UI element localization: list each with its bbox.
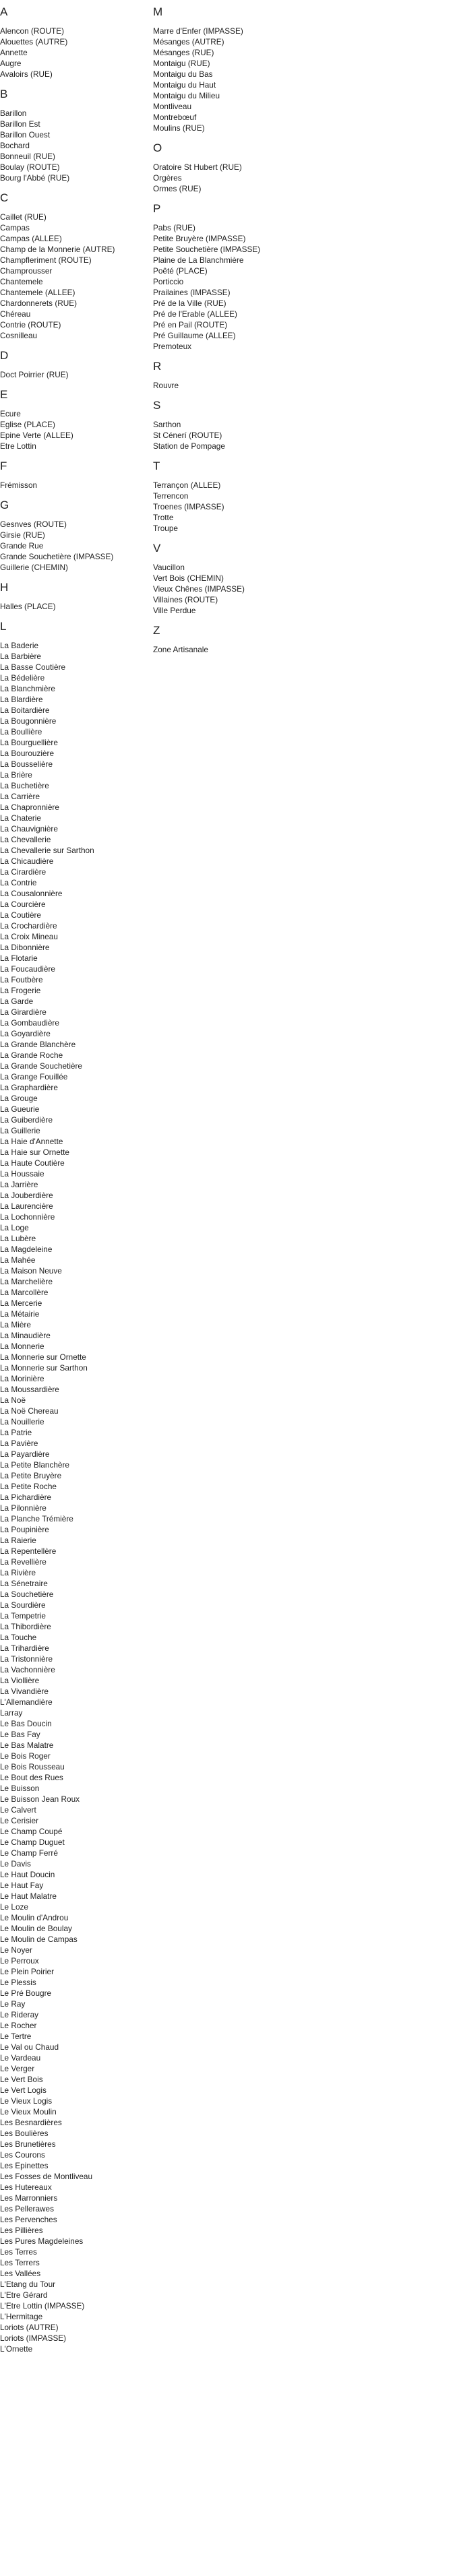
letter-heading: R bbox=[153, 360, 162, 373]
street-link[interactable]: La Jarrière bbox=[0, 1180, 38, 1189]
street-link[interactable]: La Poupinière bbox=[0, 1525, 49, 1534]
street-link[interactable]: Montrebœuf bbox=[153, 113, 197, 122]
letter-section-r bbox=[153, 360, 355, 391]
street-link[interactable]: Le Bas Doucin bbox=[0, 1719, 52, 1728]
street-link[interactable]: La Petite Blanchère bbox=[0, 1460, 69, 1470]
street-link[interactable]: Loriots (AUTRE) bbox=[0, 2323, 59, 2332]
street-link[interactable]: Pabs (RUE) bbox=[153, 223, 195, 232]
street-link[interactable]: La Monnerie sur Ornette bbox=[0, 1352, 86, 1362]
street-link[interactable]: La Haute Coutière bbox=[0, 1158, 65, 1168]
street-link[interactable]: Alouettes (AUTRE) bbox=[0, 37, 68, 46]
street-link[interactable]: Ville Perdue bbox=[153, 606, 196, 615]
letter-heading: S bbox=[153, 399, 161, 412]
street-link[interactable]: Pré en Pail (ROUTE) bbox=[153, 320, 228, 329]
street-link[interactable]: La Girardière bbox=[0, 1007, 47, 1017]
street-link[interactable]: La Flotarie bbox=[0, 953, 38, 963]
letter-heading: B bbox=[0, 88, 8, 100]
street-link[interactable]: La Touche bbox=[0, 1633, 37, 1642]
street-link[interactable]: Vaucillon bbox=[153, 563, 185, 572]
letter-heading: Z bbox=[153, 624, 160, 637]
street-link[interactable]: Le Tertre bbox=[0, 2032, 32, 2041]
street-link[interactable]: Le Buisson bbox=[0, 1784, 40, 1793]
street-link[interactable]: Le Vert Bois bbox=[0, 2075, 43, 2084]
street-link[interactable]: La Carrière bbox=[0, 792, 40, 801]
street-link[interactable]: La Haie d'Annette bbox=[0, 1137, 63, 1146]
street-link[interactable]: Chantemele bbox=[0, 277, 43, 286]
street-link[interactable]: Le Bout des Rues bbox=[0, 1773, 63, 1782]
street-link[interactable]: Le Verger bbox=[0, 2064, 35, 2073]
street-link[interactable]: La Gombaudière bbox=[0, 1018, 59, 1028]
street-link[interactable]: La Trihardière bbox=[0, 1643, 49, 1653]
street-link[interactable]: Cosnilleau bbox=[0, 331, 38, 340]
street-link[interactable]: La Payardière bbox=[0, 1449, 50, 1459]
street-link[interactable]: Les Pervenches bbox=[0, 2215, 57, 2224]
street-link[interactable]: La Monnerie bbox=[0, 1342, 44, 1351]
letter-heading: L bbox=[0, 620, 7, 633]
street-link[interactable]: Chantemele (ALLEE) bbox=[0, 288, 75, 297]
street-link[interactable]: La Marchelière bbox=[0, 1277, 53, 1286]
street-link[interactable]: Le Buisson Jean Roux bbox=[0, 1794, 80, 1804]
street-link[interactable]: Pré de la Ville (RUE) bbox=[153, 299, 226, 308]
street-link[interactable]: Grande Souchetière (IMPASSE) bbox=[0, 552, 114, 561]
street-link[interactable]: Troenes (IMPASSE) bbox=[153, 502, 224, 511]
street-link[interactable]: La Bédelière bbox=[0, 673, 45, 683]
letter-section-t bbox=[153, 460, 355, 534]
street-link[interactable]: Loriots (IMPASSE) bbox=[0, 2333, 67, 2343]
street-link[interactable]: L'Etre Lottin (IMPASSE) bbox=[0, 2301, 85, 2311]
street-link[interactable]: La Loge bbox=[0, 1223, 29, 1232]
street-link[interactable]: Les Terrers bbox=[0, 2258, 40, 2267]
street-link[interactable]: La Maison Neuve bbox=[0, 1266, 62, 1276]
street-link[interactable]: Gesnves (ROUTE) bbox=[0, 520, 67, 529]
street-link[interactable]: La Thibordière bbox=[0, 1622, 51, 1631]
letter-section-m bbox=[153, 5, 355, 133]
street-link[interactable]: La Petite Roche bbox=[0, 1482, 57, 1491]
street-link[interactable]: Porticcio bbox=[153, 277, 184, 286]
street-link[interactable]: La Bougonnière bbox=[0, 716, 57, 726]
street-link[interactable]: Le Vieux Moulin bbox=[0, 2107, 57, 2116]
street-link[interactable]: Le Cerisier bbox=[0, 1816, 39, 1825]
street-link[interactable]: La Patrie bbox=[0, 1428, 32, 1437]
street-link[interactable]: Bochard bbox=[0, 141, 30, 150]
street-link[interactable]: Campas (ALLEE) bbox=[0, 234, 62, 243]
letter-heading: C bbox=[0, 191, 9, 204]
street-link[interactable]: Montliveau bbox=[153, 102, 192, 111]
street-link[interactable]: La Vachonnière bbox=[0, 1665, 55, 1674]
street-link[interactable]: La Bourguellière bbox=[0, 738, 58, 747]
street-link[interactable]: Alencon (ROUTE) bbox=[0, 26, 65, 36]
street-link[interactable]: Frémisson bbox=[0, 480, 38, 490]
street-link[interactable]: Montaigu du Milieu bbox=[153, 91, 220, 100]
street-link[interactable]: La Pilonnière bbox=[0, 1503, 47, 1513]
street-link[interactable]: Champ de la Monnerie (AUTRE) bbox=[0, 245, 115, 254]
street-link[interactable]: La Croix Mineau bbox=[0, 932, 58, 941]
street-link[interactable]: Pré Guillaume (ALLEE) bbox=[153, 331, 236, 340]
street-link[interactable]: Doct Poirrier (RUE) bbox=[0, 370, 69, 379]
street-link[interactable]: Trotte bbox=[153, 513, 174, 522]
street-link[interactable]: Orgères bbox=[153, 173, 182, 183]
street-link[interactable]: La Raierie bbox=[0, 1536, 36, 1545]
street-link[interactable]: Le Champ Coupé bbox=[0, 1827, 63, 1836]
street-link[interactable]: La Guiberdière bbox=[0, 1115, 53, 1125]
street-link[interactable]: La Dibonnière bbox=[0, 943, 50, 952]
street-link[interactable]: Les Pures Magdeleines bbox=[0, 2236, 84, 2246]
street-link[interactable]: Barillon bbox=[0, 108, 27, 118]
street-link[interactable]: La Foutbère bbox=[0, 975, 43, 984]
street-list bbox=[153, 480, 355, 534]
street-link[interactable]: L'Ornette bbox=[0, 2344, 33, 2354]
street-link[interactable]: Epine Verte (ALLEE) bbox=[0, 431, 73, 440]
street-link[interactable]: Premoteux bbox=[153, 342, 192, 351]
street-link[interactable]: Mésanges (AUTRE) bbox=[153, 37, 224, 46]
street-link[interactable]: Oratoire St Hubert (RUE) bbox=[153, 162, 242, 172]
street-link[interactable]: La Boitardière bbox=[0, 705, 50, 715]
street-link[interactable]: Bonneuil (RUE) bbox=[0, 152, 55, 161]
street-link[interactable]: Vert Bois (CHEMIN) bbox=[153, 573, 224, 583]
street-list bbox=[153, 380, 355, 391]
street-link[interactable]: La Cirardière bbox=[0, 867, 47, 877]
street-link[interactable]: La Boullière bbox=[0, 727, 42, 736]
street-link[interactable]: La Noë bbox=[0, 1395, 26, 1405]
street-link[interactable]: Boulay (ROUTE) bbox=[0, 162, 60, 172]
street-link[interactable]: La Bousselière bbox=[0, 759, 53, 769]
street-link[interactable]: L'Etang du Tour bbox=[0, 2280, 56, 2289]
street-link[interactable]: Montaigu du Bas bbox=[153, 69, 213, 79]
street-link[interactable]: Sarthon bbox=[153, 420, 181, 429]
street-link[interactable]: Chéreau bbox=[0, 309, 31, 319]
street-link[interactable]: La Gueurie bbox=[0, 1104, 40, 1114]
street-link[interactable]: Caillet (RUE) bbox=[0, 212, 47, 222]
street-link[interactable]: La Chevallerie sur Sarthon bbox=[0, 846, 94, 855]
street-link[interactable]: La Grange Fouillée bbox=[0, 1072, 68, 1081]
street-link[interactable]: Annette bbox=[0, 48, 28, 57]
letter-section-z bbox=[153, 624, 355, 655]
street-link[interactable]: Le Davis bbox=[0, 1859, 31, 1868]
letter-section-p bbox=[153, 202, 355, 352]
street-list bbox=[153, 162, 355, 194]
street-link[interactable]: La Repentellère bbox=[0, 1546, 57, 1556]
letter-heading: O bbox=[153, 142, 162, 154]
street-link[interactable]: Barillon Est bbox=[0, 119, 40, 129]
street-link[interactable]: La Graphardière bbox=[0, 1083, 58, 1092]
street-link[interactable]: Plaine de La Blanchmière bbox=[153, 255, 244, 265]
street-link[interactable]: Villaines (ROUTE) bbox=[153, 595, 218, 604]
street-link[interactable]: La Bourouzière bbox=[0, 749, 55, 758]
street-link[interactable]: La Baderie bbox=[0, 641, 39, 650]
street-link[interactable]: La Grande Blanchère bbox=[0, 1040, 76, 1049]
street-link[interactable]: La Chicaudière bbox=[0, 856, 54, 866]
street-link[interactable]: L'Hermitage bbox=[0, 2312, 43, 2321]
street-link[interactable]: Bourg l'Abbé (RUE) bbox=[0, 173, 70, 183]
street-link[interactable]: Vieux Chênes (IMPASSE) bbox=[153, 584, 245, 594]
street-link[interactable]: Terrencon bbox=[153, 491, 189, 501]
street-link[interactable]: Le Ray bbox=[0, 1999, 26, 2009]
street-link[interactable]: St Cénerí (ROUTE) bbox=[153, 431, 222, 440]
street-link[interactable]: La Coutière bbox=[0, 910, 41, 920]
street-link[interactable]: La Tempetrie bbox=[0, 1611, 46, 1621]
street-link[interactable]: Champrousser bbox=[0, 266, 53, 276]
street-link[interactable]: Les Pillières bbox=[0, 2226, 43, 2235]
street-link[interactable]: Contrie (ROUTE) bbox=[0, 320, 61, 329]
street-link[interactable]: La Marcollère bbox=[0, 1288, 49, 1297]
letter-section-s bbox=[153, 399, 355, 451]
letter-heading: M bbox=[153, 5, 163, 18]
street-link[interactable]: La Morinière bbox=[0, 1374, 44, 1383]
street-link[interactable]: Le Rocher bbox=[0, 2021, 37, 2030]
letter-section-o bbox=[153, 142, 355, 194]
street-link[interactable]: Rouvre bbox=[153, 381, 179, 390]
street-link[interactable]: Le Moulin d'Androu bbox=[0, 1913, 69, 1922]
street-link[interactable]: La Barbière bbox=[0, 652, 41, 661]
street-link[interactable]: Le Plein Poirier bbox=[0, 1967, 54, 1976]
street-link[interactable]: Les Fosses de Montliveau bbox=[0, 2172, 93, 2181]
street-link[interactable]: Terrançon (ALLEE) bbox=[153, 480, 221, 490]
street-link[interactable]: La Frogerie bbox=[0, 986, 41, 995]
street-link[interactable]: Barillon Ouest bbox=[0, 130, 51, 139]
street-link[interactable]: Avaloirs (RUE) bbox=[0, 69, 53, 79]
street-link[interactable]: La Foucaudière bbox=[0, 964, 55, 974]
street-link[interactable]: Le Loze bbox=[0, 1902, 28, 1912]
street-link[interactable]: La Grande Roche bbox=[0, 1050, 63, 1060]
street-link[interactable]: La Courcière bbox=[0, 900, 46, 909]
street-link[interactable]: La Crochardière bbox=[0, 921, 57, 931]
street-link[interactable]: Le Haut Doucin bbox=[0, 1870, 55, 1879]
street-link[interactable]: La Blanchmière bbox=[0, 684, 55, 693]
street-link[interactable]: Le Haut Fay bbox=[0, 1881, 44, 1890]
street-link[interactable]: Campas bbox=[0, 223, 30, 232]
street-link[interactable]: La Pichardière bbox=[0, 1493, 52, 1502]
letter-heading: H bbox=[0, 581, 9, 594]
street-link[interactable]: La Souchetière bbox=[0, 1590, 54, 1599]
street-link[interactable]: La Buchetière bbox=[0, 781, 49, 790]
street-link[interactable]: Le Vardeau bbox=[0, 2053, 41, 2063]
street-link[interactable]: Les Vallées bbox=[0, 2269, 41, 2278]
street-link[interactable]: La Jouberdière bbox=[0, 1191, 53, 1200]
street-link[interactable]: La Viollière bbox=[0, 1676, 40, 1685]
street-link[interactable]: Petite Bruyère (IMPASSE) bbox=[153, 234, 246, 243]
street-link[interactable]: Poêté (PLACE) bbox=[153, 266, 208, 276]
street-list bbox=[153, 222, 355, 352]
street-link[interactable]: Mésanges (RUE) bbox=[153, 48, 214, 57]
street-link[interactable]: La Guillerie bbox=[0, 1126, 40, 1135]
street-link[interactable]: Zone Artisanale bbox=[153, 645, 208, 654]
street-link[interactable]: Les Courons bbox=[0, 2150, 45, 2160]
street-link[interactable]: La Vivandière bbox=[0, 1687, 49, 1696]
street-link[interactable]: Pré de l'Erable (ALLEE) bbox=[153, 309, 237, 319]
street-list bbox=[153, 562, 355, 616]
letter-heading: D bbox=[0, 349, 9, 362]
street-link[interactable]: La Grande Souchetière bbox=[0, 1061, 82, 1071]
street-link[interactable]: La Contrie bbox=[0, 878, 37, 887]
street-link[interactable]: Le Champ Ferré bbox=[0, 1848, 58, 1858]
street-link[interactable]: Le Bois Rousseau bbox=[0, 1762, 65, 1771]
street-link[interactable]: La Cousalonnière bbox=[0, 889, 63, 898]
street-link[interactable]: La Chapronnière bbox=[0, 803, 59, 812]
street-link[interactable]: La Métairie bbox=[0, 1309, 40, 1319]
street-link[interactable]: La Mercerie bbox=[0, 1298, 42, 1308]
street-link[interactable]: La Mahée bbox=[0, 1255, 36, 1265]
street-link[interactable]: La Pavière bbox=[0, 1439, 38, 1448]
street-list bbox=[0, 640, 202, 2354]
street-link[interactable]: Petite Souchetière (IMPASSE) bbox=[153, 245, 261, 254]
street-link[interactable]: La Petite Bruyère bbox=[0, 1471, 62, 1480]
letter-heading: P bbox=[153, 202, 161, 215]
street-link[interactable]: Le Perroux bbox=[0, 1956, 39, 1966]
letter-heading: F bbox=[0, 460, 7, 472]
street-link[interactable]: La Chauvignière bbox=[0, 824, 58, 834]
street-link[interactable]: Eglise (PLACE) bbox=[0, 420, 55, 429]
street-link[interactable]: Les Besnardières bbox=[0, 2118, 62, 2127]
street-link[interactable]: La Garde bbox=[0, 997, 34, 1006]
street-link[interactable]: La Blardière bbox=[0, 695, 43, 704]
letter-heading: G bbox=[0, 499, 9, 511]
street-link[interactable]: Les Epinettes bbox=[0, 2161, 49, 2170]
street-link[interactable]: Le Vieux Logis bbox=[0, 2096, 53, 2106]
street-link[interactable]: Le Pré Bougre bbox=[0, 1988, 52, 1998]
letter-heading: V bbox=[153, 542, 161, 555]
street-link[interactable]: Grande Rue bbox=[0, 541, 44, 551]
street-link[interactable]: Les Pellerawes bbox=[0, 2204, 54, 2213]
street-link[interactable]: Le Rideray bbox=[0, 2010, 39, 2019]
street-link[interactable]: Le Val ou Chaud bbox=[0, 2042, 59, 2052]
street-list bbox=[153, 26, 355, 133]
street-link[interactable]: Marre d'Enfer (IMPASSE) bbox=[153, 26, 243, 36]
street-link[interactable]: Ormes (RUE) bbox=[153, 184, 202, 193]
street-link[interactable]: Le Calvert bbox=[0, 1805, 36, 1815]
street-link[interactable]: Halles (PLACE) bbox=[0, 602, 56, 611]
street-link[interactable]: Ecure bbox=[0, 409, 21, 418]
street-link[interactable]: La Monnerie sur Sarthon bbox=[0, 1363, 88, 1373]
street-link[interactable]: La Brière bbox=[0, 770, 32, 780]
street-link[interactable]: La Planche Trémière bbox=[0, 1514, 73, 1523]
street-link[interactable]: La Rivière bbox=[0, 1568, 36, 1577]
street-link[interactable]: Le Bas Malatre bbox=[0, 1740, 54, 1750]
letter-section-l bbox=[0, 620, 202, 2354]
street-link[interactable]: Guillerie (CHEMIN) bbox=[0, 563, 68, 572]
street-link[interactable]: Chardonnerets (RUE) bbox=[0, 299, 78, 308]
street-link[interactable]: La Goyardière bbox=[0, 1029, 51, 1038]
street-link[interactable]: La Lochonnière bbox=[0, 1212, 55, 1222]
street-link[interactable]: La Magdeleine bbox=[0, 1245, 53, 1254]
street-list bbox=[153, 419, 355, 451]
street-link[interactable]: La Nouillerie bbox=[0, 1417, 44, 1426]
street-link[interactable]: Le Plessis bbox=[0, 1978, 36, 1987]
street-link[interactable]: Les Terres bbox=[0, 2247, 37, 2257]
street-link[interactable]: La Tristonnière bbox=[0, 1654, 53, 1664]
street-link[interactable]: La Revellière bbox=[0, 1557, 47, 1567]
street-link[interactable]: Moulins (RUE) bbox=[153, 123, 205, 133]
street-list bbox=[153, 644, 355, 655]
letter-heading: T bbox=[153, 460, 160, 472]
street-link[interactable]: Les Marronniers bbox=[0, 2193, 58, 2203]
street-link[interactable]: Le Bas Fay bbox=[0, 1730, 40, 1739]
street-link[interactable]: La Moussardière bbox=[0, 1385, 59, 1394]
street-link[interactable]: La Laurencière bbox=[0, 1201, 53, 1211]
letter-heading: E bbox=[0, 388, 8, 401]
street-link[interactable]: Les Boulières bbox=[0, 2129, 49, 2138]
street-link[interactable]: La Chaterie bbox=[0, 813, 41, 823]
street-link[interactable]: Le Bois Roger bbox=[0, 1751, 51, 1761]
street-link[interactable]: Les Hutereaux bbox=[0, 2182, 52, 2192]
street-link[interactable]: Les Brunetières bbox=[0, 2139, 56, 2149]
street-link[interactable]: Le Vert Logis bbox=[0, 2085, 47, 2095]
street-link[interactable]: L'Allemandière bbox=[0, 1697, 53, 1707]
street-index-right-column bbox=[153, 0, 355, 655]
street-link[interactable]: Le Moulin de Campas bbox=[0, 1935, 78, 1944]
street-link[interactable]: Girsie (RUE) bbox=[0, 530, 45, 540]
street-link[interactable]: Larray bbox=[0, 1708, 23, 1718]
street-link[interactable]: La Sénetraire bbox=[0, 1579, 48, 1588]
street-link[interactable]: Augre bbox=[0, 59, 22, 68]
street-link[interactable]: Le Haut Malatre bbox=[0, 1891, 57, 1901]
letter-heading: A bbox=[0, 5, 8, 18]
street-link[interactable]: Station de Pompage bbox=[153, 441, 225, 451]
street-link[interactable]: Le Champ Duguet bbox=[0, 1837, 65, 1847]
street-link[interactable]: Etre Lottin bbox=[0, 441, 36, 451]
street-link[interactable]: Troupe bbox=[153, 524, 178, 533]
letter-section-v bbox=[153, 542, 355, 616]
street-link[interactable]: La Lubère bbox=[0, 1234, 36, 1243]
street-link[interactable]: Le Moulin de Boulay bbox=[0, 1924, 72, 1933]
street-link[interactable]: Montaigu du Haut bbox=[153, 80, 216, 90]
street-link[interactable]: La Chevallerie bbox=[0, 835, 51, 844]
street-link[interactable]: La Noë Chereau bbox=[0, 1406, 59, 1416]
street-link[interactable]: La Minaudière bbox=[0, 1331, 51, 1340]
street-link[interactable]: La Basse Coutière bbox=[0, 662, 66, 672]
street-link[interactable]: Montaigu (RUE) bbox=[153, 59, 210, 68]
street-link[interactable]: La Grouge bbox=[0, 1094, 38, 1103]
street-link[interactable]: La Houssaie bbox=[0, 1169, 44, 1179]
street-link[interactable]: Le Noyer bbox=[0, 1945, 32, 1955]
street-link[interactable]: La Sourdière bbox=[0, 1600, 46, 1610]
street-link[interactable]: Prailaines (IMPASSE) bbox=[153, 288, 231, 297]
street-link[interactable]: Champfleriment (ROUTE) bbox=[0, 255, 92, 265]
street-link[interactable]: La Haie sur Ornette bbox=[0, 1148, 69, 1157]
street-link[interactable]: La Mière bbox=[0, 1320, 31, 1329]
street-link[interactable]: L'Etre Gérard bbox=[0, 2290, 48, 2300]
